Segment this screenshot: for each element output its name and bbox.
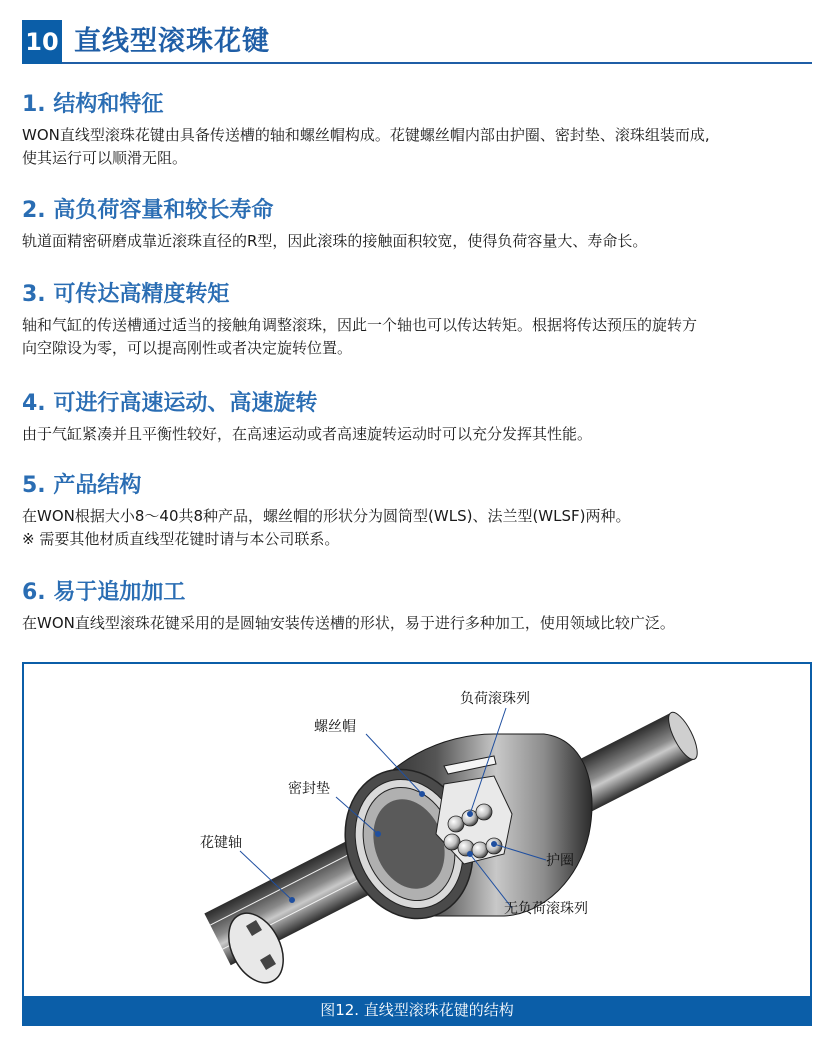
section-title: 5. 产品结构	[22, 473, 142, 498]
chapter-header	[22, 20, 812, 64]
section-text	[22, 423, 822, 446]
chapter-number: 10	[22, 20, 62, 64]
section-line: 向空隙设为零，可以提高刚性或者决定旋转位置。	[22, 339, 353, 357]
section-line: 在WON直线型滚珠花键采用的是圆轴安装传送槽的形状，易于进行多种加工，使用领域比较广泛。	[22, 614, 675, 632]
label-retainer: 护圈	[546, 853, 574, 869]
figure-caption: 图12. 直线型滚珠花键的结构	[24, 996, 810, 1024]
section-4	[22, 389, 822, 446]
section-text	[22, 230, 822, 253]
section-title: 6. 易于追加加工	[22, 580, 186, 605]
figure-box	[22, 662, 812, 1026]
section-line: WON直线型滚珠花键由具备传送槽的轴和螺丝帽构成。花键螺丝帽内部由护圈、密封垫、滚珠组装而成,	[22, 126, 710, 144]
label-load-balls: 负荷滚珠列	[460, 691, 530, 707]
section-title: 4. 可进行高速运动、高速旋转	[22, 391, 318, 416]
section-title: 2. 高负荷容量和较长寿命	[22, 198, 274, 223]
section-5	[22, 471, 822, 551]
section-line: 由于气缸紧凑并且平衡性较好，在高速运动或者高速旋转运动时可以充分发挥其性能。	[22, 425, 593, 443]
section-1	[22, 90, 822, 170]
section-6	[22, 578, 822, 635]
section-line: 轨道面精密研磨成靠近滚珠直径的R型，因此滚珠的接触面积较宽，使得负荷容量大、寿命长。	[22, 232, 648, 250]
chapter-title: 直线型滚珠花键	[74, 26, 270, 57]
header-rule	[62, 62, 812, 64]
section-text	[22, 612, 822, 635]
section-line: ※ 需要其他材质直线型花键时请与本公司联系。	[22, 530, 340, 548]
section-line: 轴和气缸的传送槽通过适当的接触角调整滚珠，因此一个轴也可以传达转矩。根据将传达预压的旋转方	[22, 316, 698, 334]
section-text	[22, 124, 822, 170]
ball-spline-illustration	[24, 664, 810, 996]
section-line: 使其运行可以顺滑无阻。	[22, 149, 188, 167]
section-title: 1. 结构和特征	[22, 92, 164, 117]
label-nut: 螺丝帽	[314, 719, 356, 735]
section-text	[22, 314, 822, 360]
label-shaft: 花键轴	[200, 835, 242, 851]
section-2	[22, 196, 822, 253]
section-title: 3. 可传达高精度转矩	[22, 282, 230, 307]
section-line: 在WON根据大小8～40共8种产品，螺丝帽的形状分为圆筒型(WLS)、法兰型(WLSF)两种。	[22, 507, 631, 525]
section-3	[22, 280, 822, 360]
section-text	[22, 505, 822, 551]
label-seal: 密封垫	[288, 781, 330, 797]
label-no-load-balls: 无负荷滚珠列	[504, 901, 588, 917]
